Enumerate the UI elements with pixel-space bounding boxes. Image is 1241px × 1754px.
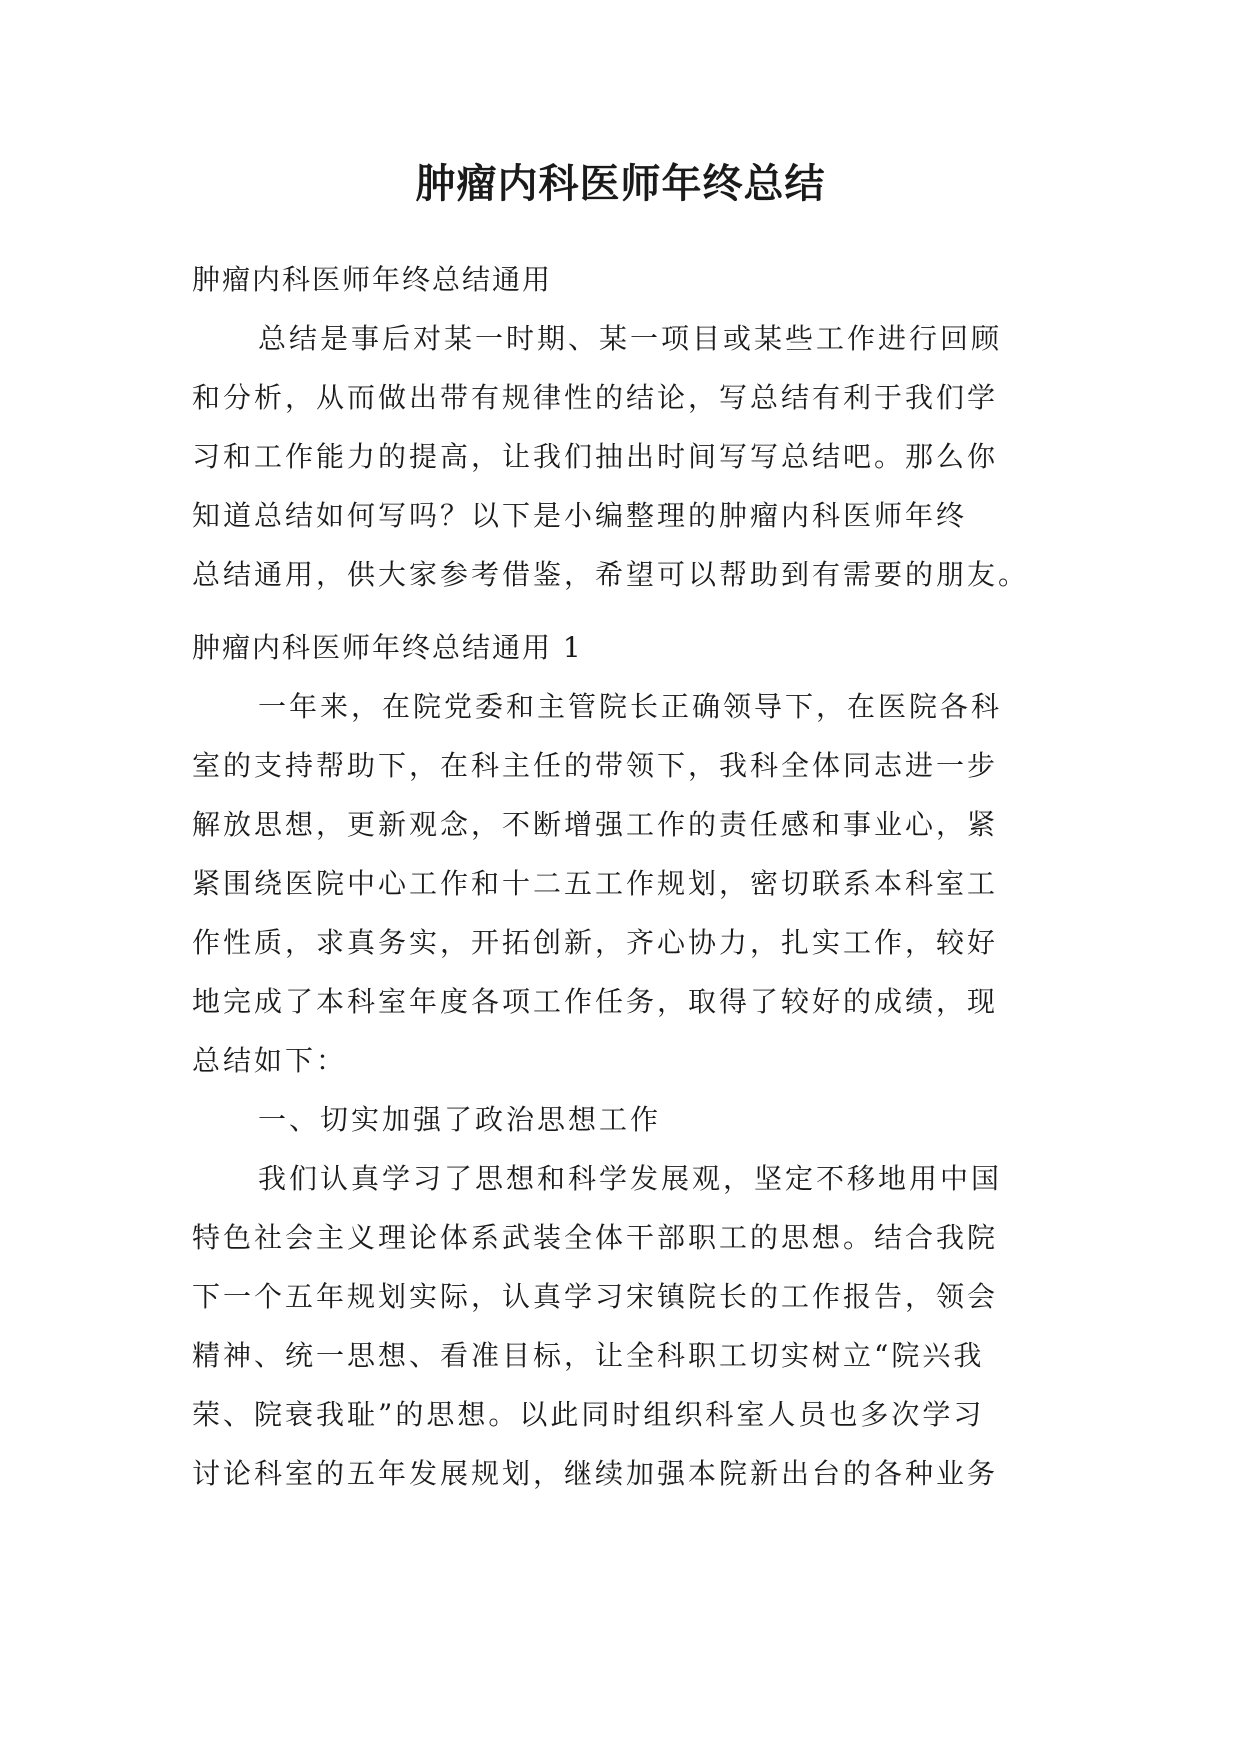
paragraph-line: 紧围绕医院中心工作和十二五工作规划，密切联系本科室工	[192, 867, 999, 900]
paragraph-line: 荣、院衰我耻”的思想。以此同时组织科室人员也多次学习	[192, 1398, 985, 1431]
document-title: 肿瘤内科医师年终总结	[415, 161, 826, 207]
paragraph-line: 解放思想，更新观念，不断增强工作的责任感和事业心，紧	[192, 808, 999, 841]
paragraph-line: 地完成了本科室年度各项工作任务，取得了较好的成绩，现	[192, 985, 999, 1018]
section-block	[192, 618, 1052, 1503]
intro-heading: 肿瘤内科医师年终总结通用	[192, 263, 553, 296]
paragraph-line: 知道总结如何写吗？以下是小编整理的肿瘤内科医师年终	[192, 499, 968, 532]
subsection-heading: 一、切实加强了政治思想工作	[258, 1103, 662, 1136]
paragraph-line: 总结如下：	[192, 1044, 348, 1077]
paragraph-line: 和分析，从而做出带有规律性的结论，写总结有利于我们学	[192, 381, 999, 414]
paragraph-line: 总结通用，供大家参考借鉴，希望可以帮助到有需要的朋友。	[192, 558, 1030, 591]
paragraph-line: 一年来，在院党委和主管院长正确领导下，在医院各科	[258, 690, 1003, 723]
paragraph-line: 我们认真学习了思想和科学发展观，坚定不移地用中国	[258, 1162, 1003, 1195]
paragraph-line: 特色社会主义理论体系武装全体干部职工的思想。结合我院	[192, 1221, 999, 1254]
paragraph-line: 作性质，求真务实，开拓创新，齐心协力，扎实工作，较好	[192, 926, 999, 959]
intro-block	[192, 250, 1052, 604]
paragraph-line: 总结是事后对某一时期、某一项目或某些工作进行回顾	[258, 322, 1003, 355]
paragraph-line: 讨论科室的五年发展规划，继续加强本院新出台的各种业务	[192, 1457, 999, 1490]
section-heading: 肿瘤内科医师年终总结通用 1	[192, 631, 583, 664]
paragraph-line: 室的支持帮助下，在科主任的带领下，我科全体同志进一步	[192, 749, 999, 782]
paragraph-line: 精神、统一思想、看准目标，让全科职工切实树立“院兴我	[192, 1339, 985, 1372]
paragraph-line: 下一个五年规划实际，认真学习宋镇院长的工作报告，领会	[192, 1280, 999, 1313]
paragraph-line: 习和工作能力的提高，让我们抽出时间写写总结吧。那么你	[192, 440, 999, 473]
